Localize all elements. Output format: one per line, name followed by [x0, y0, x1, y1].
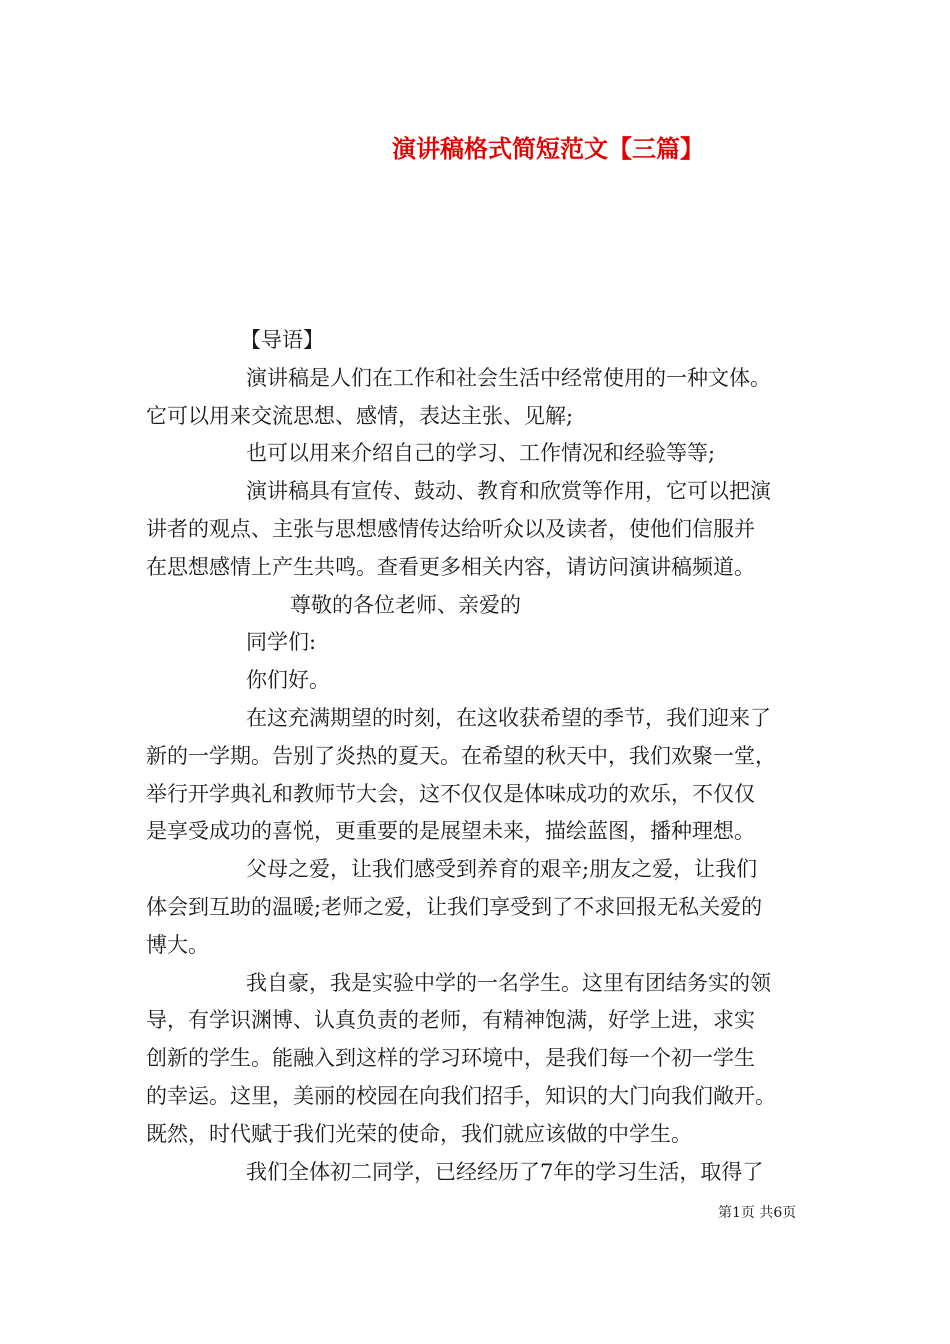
- paragraph-line: 体会到互助的温暖;老师之爱，让我们享受到了不求回报无私关爱的: [146, 894, 763, 919]
- greeting-line: 你们好。: [246, 668, 330, 693]
- paragraph-line: 举行开学典礼和教师节大会，这不仅仅是体味成功的欢乐，不仅仅: [146, 781, 755, 806]
- paragraph-line: 在这充满期望的时刻，在这收获希望的季节，我们迎来了: [246, 705, 771, 730]
- paragraph-line: 是享受成功的喜悦，更重要的是展望未来，描绘蓝图，播种理想。: [146, 819, 755, 844]
- paragraph-line: 它可以用来交流思想、感情，表达主张、见解;: [146, 403, 574, 428]
- paragraph-line: 父母之爱，让我们感受到养育的艰辛;朋友之爱，让我们: [246, 857, 758, 882]
- paragraph-line: 新的一学期。告别了炎热的夏天。在希望的秋天中，我们欢聚一堂，: [146, 743, 776, 768]
- paragraph-line: 讲者的观点、主张与思想感情传达给听众以及读者，使他们信服并: [146, 516, 755, 541]
- paragraph-line: 的幸运。这里，美丽的校园在向我们招手，知识的大门向我们敞开。: [146, 1083, 776, 1108]
- document-body: [146, 322, 806, 1191]
- paragraph-line: 既然，时代赋于我们光荣的使命，我们就应该做的中学生。: [146, 1121, 692, 1146]
- salutation-line: 尊敬的各位老师、亲爱的: [290, 592, 521, 617]
- salutation-line: 同学们:: [246, 630, 317, 655]
- document-title: 演讲稿格式简短范文【三篇】: [392, 134, 704, 163]
- page-number-footer: 第1页 共6页: [718, 1205, 797, 1221]
- paragraph-line: 演讲稿是人们在工作和社会生活中经常使用的一种文体。: [246, 365, 771, 390]
- paragraph-line: 我自豪，我是实验中学的一名学生。这里有团结务实的领: [246, 970, 771, 995]
- paragraph-line: 我们全体初二同学，已经经历了7年的学习生活，取得了: [246, 1159, 764, 1184]
- paragraph-line: 也可以用来介绍自己的学习、工作情况和经验等等;: [246, 441, 716, 466]
- paragraph-line: 博大。: [146, 932, 209, 957]
- paragraph-line: 创新的学生。能融入到这样的学习环境中，是我们每一个初一学生: [146, 1046, 755, 1071]
- paragraph-line: 导，有学识渊博、认真负责的老师，有精神饱满，好学上进，求实: [146, 1008, 755, 1033]
- paragraph-line: 演讲稿具有宣传、鼓动、教育和欣赏等作用，它可以把演: [246, 479, 771, 504]
- paragraph-line: 在思想感情上产生共鸣。查看更多相关内容，请访问演讲稿频道。: [146, 554, 755, 579]
- section-label: 【导语】: [240, 328, 324, 352]
